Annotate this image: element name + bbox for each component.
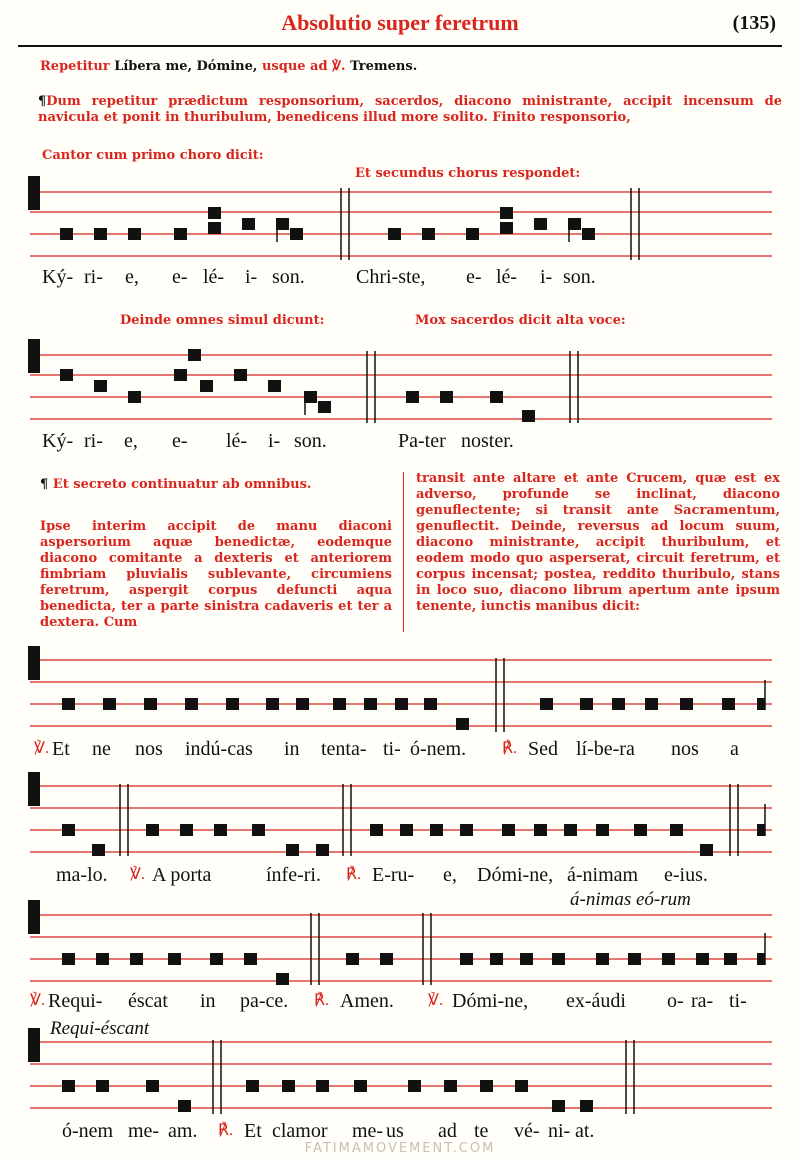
- lyric: E-ru-: [372, 864, 415, 886]
- versicle-sign: ℣.: [428, 992, 443, 1009]
- lyric: vé-: [514, 1120, 540, 1142]
- c-clef: [28, 646, 40, 680]
- staff-system-5: [0, 895, 800, 995]
- lyric: Et: [52, 738, 70, 760]
- lyric: Dómi-ne,: [452, 990, 529, 1012]
- lyric: e-: [172, 430, 188, 452]
- versicle-sign: ℣.: [332, 59, 346, 74]
- cue-plural: á-nimas eó-rum: [570, 889, 691, 910]
- lyric: ti-: [729, 990, 747, 1012]
- lyric: e-ius.: [664, 864, 708, 886]
- lyric: ínfe-ri.: [266, 864, 321, 886]
- lyric: noster.: [461, 430, 514, 452]
- lyric: ad: [438, 1120, 457, 1142]
- lyric: e,: [125, 266, 139, 288]
- versicle-sign: ℣.: [30, 992, 45, 1009]
- rubric-secreto-text: Et secreto continuatur ab omnibus.: [52, 477, 312, 492]
- header-rule: [18, 45, 782, 47]
- lyric: o-: [667, 990, 684, 1012]
- lyric: Et: [244, 1120, 262, 1142]
- rubric-deinde: Deinde omnes simul dicunt:: [120, 313, 325, 328]
- lyric: at.: [575, 1120, 595, 1142]
- neumes-3: [62, 680, 765, 730]
- c-clef: [28, 176, 40, 210]
- rubric-secundus: Et secundus chorus respondet:: [355, 166, 581, 181]
- lyric: Ký-: [42, 430, 74, 452]
- lyric: am.: [168, 1120, 198, 1142]
- lyric: ti-: [383, 738, 401, 760]
- c-clef: [28, 900, 40, 934]
- rubric-column-left: Ipse interim accipit de manu diaconi aspersorium aquæ benedictæ, eodemque diacono comitante a dexteris et anteriorem fimbriam pluvialis sublevante, circumiens feretrum, aspergit corpus defuncti aqua benedicta, ter a parte sinistra cadaveris et ter a dextera. Cum: [40, 519, 392, 630]
- lyric: A porta: [152, 864, 212, 886]
- lyric: tenta-: [321, 738, 367, 760]
- lyric: Ký-: [42, 266, 74, 288]
- lyric: son.: [294, 430, 327, 452]
- rubric-prefix: Repetitur: [40, 59, 110, 74]
- rubric-mox: Mox sacerdos dicit alta voce:: [415, 313, 626, 328]
- rubric-secreto: [40, 476, 311, 493]
- lyric: Pa-ter: [398, 430, 446, 452]
- lyric: lí-be-ra: [576, 738, 635, 760]
- lyric: Amen.: [340, 990, 394, 1012]
- lyric: indú-cas: [185, 738, 253, 760]
- lyric: Requi-: [48, 990, 103, 1012]
- lyric: ex-áudi: [566, 990, 626, 1012]
- c-clef: [28, 1028, 40, 1062]
- lyric: e,: [124, 430, 138, 452]
- response-sign: ℟.: [346, 866, 361, 883]
- lyric: us: [386, 1120, 404, 1142]
- lyric: ri-: [84, 266, 103, 288]
- neumes-2: [60, 349, 535, 422]
- lyric: clamor: [272, 1120, 328, 1142]
- lyric: lé-: [226, 430, 248, 452]
- lyric: ó-nem: [62, 1120, 114, 1142]
- lyric: in: [284, 738, 300, 760]
- lyric: lé-: [203, 266, 225, 288]
- lyric: ra-: [691, 990, 714, 1012]
- rubric-cantor: Cantor cum primo choro dicit:: [42, 148, 264, 163]
- staff-system-6: [0, 1022, 800, 1122]
- versicle-sign: ℣.: [130, 866, 145, 883]
- lyric: son.: [563, 266, 596, 288]
- rubric-column-right: transit ante altare et ante Crucem, quæ est ex adverso, profunde se inclinat, diacono genuflectente; si transit ante Sacramentum, genuflectit. Deinde, reversus ad locum suum, diacono ministrante, accipit thuribulum, et eodem modo quo asperserat, circuit feretrum, et corpus incensat; postea, reddito thuribulo, stans in loco suo, diacono librum apertum ante ipsum tenente, iunctis manibus dicit:: [416, 471, 780, 614]
- staff-system-2: [0, 335, 800, 435]
- rubric-middle: usque ad: [261, 59, 328, 74]
- cue-plural: Requi-éscant: [50, 1018, 150, 1039]
- lyric: Dómi-ne,: [477, 864, 554, 886]
- lyric: i-: [245, 266, 258, 288]
- response-sign: ℟.: [314, 992, 329, 1009]
- lyric: me-: [128, 1120, 160, 1142]
- lyric: pa-ce.: [240, 990, 289, 1012]
- lyric: a: [730, 738, 739, 760]
- response-sign: ℟.: [218, 1122, 233, 1139]
- page-title: Absolutio super feretrum: [281, 10, 519, 35]
- lyric: i-: [268, 430, 281, 452]
- lyric: á-nimam: [567, 864, 639, 886]
- lyric: éscat: [128, 990, 168, 1012]
- lyric: ne: [92, 738, 111, 760]
- lyric: ri-: [84, 430, 103, 452]
- page-number: (135): [732, 12, 776, 34]
- lyric: me-: [352, 1120, 384, 1142]
- lyric: nos: [135, 738, 163, 760]
- staff-system-4: [0, 768, 800, 868]
- rubric-repetitur: [40, 58, 417, 75]
- lyric: in: [200, 990, 216, 1012]
- staff-system-1: [0, 170, 800, 270]
- rubric-incipit: Líbera me, Dómine,: [114, 59, 258, 74]
- lyric: i-: [540, 266, 553, 288]
- lyric: Chri-ste,: [356, 266, 426, 288]
- lyric: e-: [466, 266, 482, 288]
- rubric-dum-text: Dum repetitur prædictum responsorium, sacerdos, diacono ministrante, accipit incensum de navicula et ponit in thuribulum, benedicens illud more solito. Finito responsorio,: [38, 94, 782, 125]
- column-divider: [403, 472, 404, 632]
- lyric: te: [474, 1120, 489, 1142]
- rubric-dum-repetitur: [38, 94, 782, 126]
- lyric: son.: [272, 266, 305, 288]
- pilcrow: ¶: [38, 94, 47, 109]
- lyric: ma-lo.: [56, 864, 108, 886]
- rubric-end: Tremens.: [350, 59, 418, 74]
- response-sign: ℟.: [502, 740, 517, 757]
- lyric: Sed: [528, 738, 558, 760]
- pilcrow: ¶: [40, 477, 49, 492]
- lyric: e-: [172, 266, 188, 288]
- lyric: ni-: [548, 1120, 571, 1142]
- lyric: nos: [671, 738, 699, 760]
- c-clef: [28, 339, 40, 373]
- versicle-sign: ℣.: [34, 740, 49, 757]
- watermark: FATIMAMOVEMENT.COM: [304, 1141, 496, 1156]
- staff-system-3: [0, 640, 800, 740]
- lyric: ó-nem.: [410, 738, 467, 760]
- neumes-6: [62, 1080, 593, 1112]
- lyric: e,: [443, 864, 457, 886]
- c-clef: [28, 772, 40, 806]
- lyric: lé-: [496, 266, 518, 288]
